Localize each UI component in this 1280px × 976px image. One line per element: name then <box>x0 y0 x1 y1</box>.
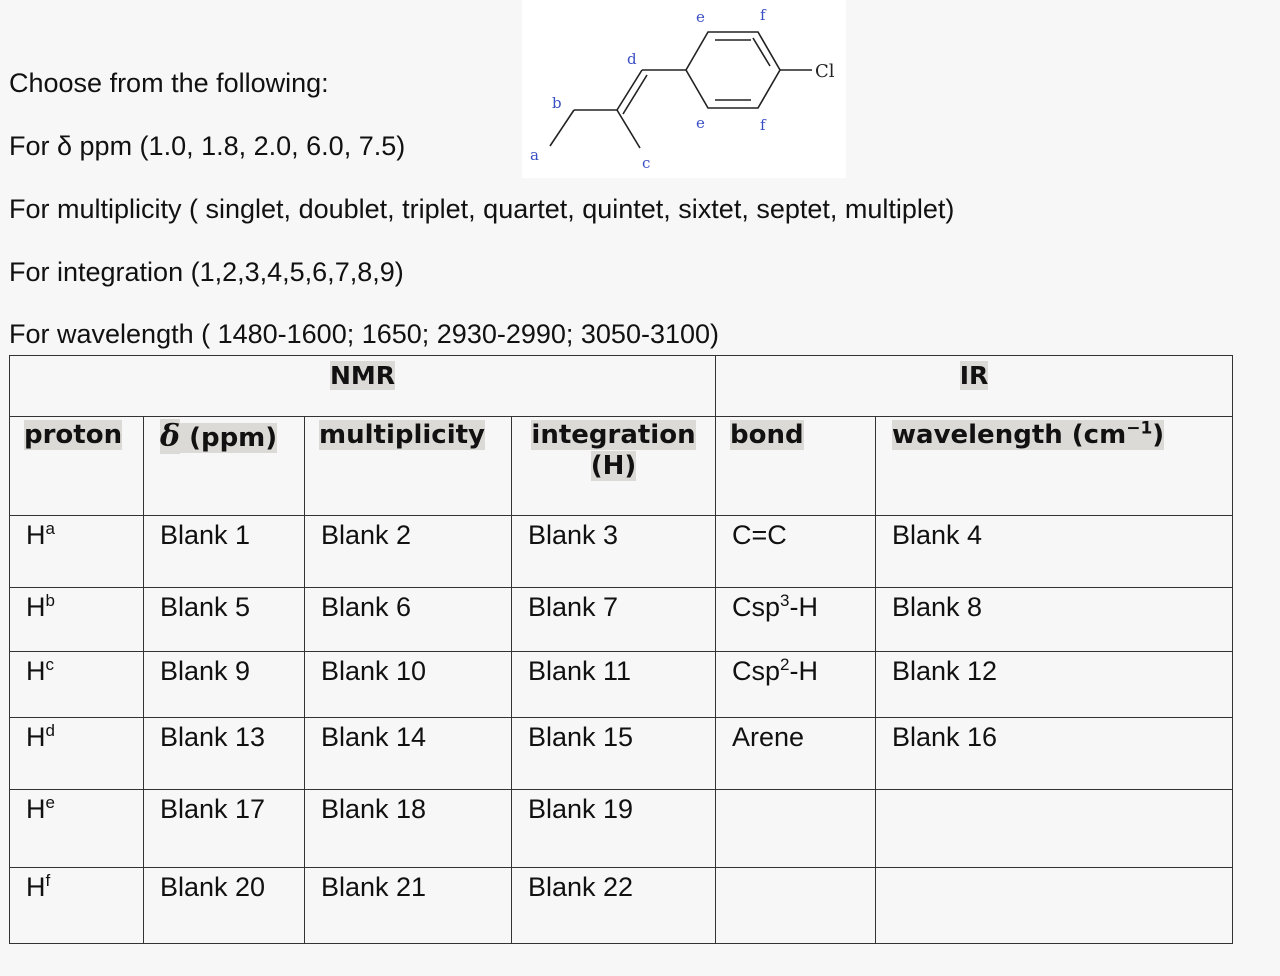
col-header-proton <box>10 417 144 516</box>
bond-cell <box>716 588 876 652</box>
shift-header-label <box>160 419 278 454</box>
integration-options: For integration (1,2,3,4,5,6,7,8,9) <box>9 257 404 287</box>
wavelength-text: wavelength (cm <box>892 420 1127 450</box>
integration-unit: (H) <box>590 451 637 481</box>
wavelength-cell: Blank 12 <box>876 652 1233 718</box>
shift-cell: Blank 17 <box>144 790 305 868</box>
bond-sup: 2 <box>780 655 790 674</box>
bond-header-label: bond <box>730 420 804 450</box>
integration-cell: Blank 7 <box>512 588 716 652</box>
multiplicity-cell: Blank 10 <box>305 652 512 718</box>
bond-sup: 3 <box>780 591 790 610</box>
nmr-header-label: NMR <box>329 361 396 390</box>
shift-cell: Blank 9 <box>144 652 305 718</box>
ir-header-label: IR <box>959 361 989 390</box>
wavelength-options: For wavelength ( 1480-1600; 1650; 2930-2990; 3050-3100) <box>9 319 720 349</box>
proton-h: H <box>26 794 46 824</box>
molecule-chlorine: Cl <box>815 61 835 82</box>
shift-cell: Blank 5 <box>144 588 305 652</box>
wavelength-close: ) <box>1152 420 1165 450</box>
proton-sup: a <box>45 519 55 538</box>
table-row <box>10 588 1233 652</box>
molecule-label-f-bottom: f <box>760 116 766 134</box>
proton-cell <box>10 718 144 790</box>
molecule-label-a: a <box>530 146 539 164</box>
proton-cell <box>10 790 144 868</box>
bond-text: Arene <box>732 722 805 752</box>
instructions-heading: Choose from the following: <box>9 68 329 98</box>
molecule-bonds <box>550 32 812 148</box>
proton-header-label: proton <box>24 420 123 450</box>
shift-cell: Blank 13 <box>144 718 305 790</box>
table-row <box>10 516 1233 588</box>
integration-cell: Blank 19 <box>512 790 716 868</box>
integration-header-label: integration <box>531 420 696 450</box>
bond-tail: -H <box>789 656 818 686</box>
molecule-label-c: c <box>642 154 651 172</box>
multiplicity-cell: Blank 2 <box>305 516 512 588</box>
col-header-integration <box>512 417 716 516</box>
bond-text: C=C <box>732 520 787 550</box>
proton-sup: d <box>45 721 55 740</box>
bond-tail: -H <box>789 592 818 622</box>
nmr-ir-table <box>9 355 1233 944</box>
nmr-group-header <box>10 356 716 417</box>
shift-cell: Blank 20 <box>144 868 305 944</box>
proton-h: H <box>26 656 46 686</box>
proton-cell <box>10 588 144 652</box>
table-row <box>10 652 1233 718</box>
bond-text: Csp <box>732 592 781 622</box>
proton-sup: b <box>45 591 55 610</box>
bond-text: Csp <box>732 656 781 686</box>
multiplicity-cell: Blank 14 <box>305 718 512 790</box>
molecule-label-e-bottom: e <box>696 114 705 132</box>
table-row <box>10 868 1233 944</box>
integration-cell: Blank 22 <box>512 868 716 944</box>
multiplicity-cell: Blank 18 <box>305 790 512 868</box>
proton-cell <box>10 516 144 588</box>
col-header-shift <box>144 417 305 516</box>
bond-cell <box>716 868 876 944</box>
wavelength-cell: Blank 16 <box>876 718 1233 790</box>
col-header-multiplicity <box>305 417 512 516</box>
wavelength-cell: Blank 4 <box>876 516 1233 588</box>
bond-cell <box>716 652 876 718</box>
proton-sup: f <box>45 871 51 890</box>
wavelength-cell <box>876 790 1233 868</box>
bond-cell <box>716 718 876 790</box>
delta-symbol: δ <box>160 419 181 454</box>
wavelength-header-label <box>892 420 1164 450</box>
wavelength-cell <box>876 868 1233 944</box>
integration-cell: Blank 11 <box>512 652 716 718</box>
bond-cell <box>716 516 876 588</box>
proton-h: H <box>26 520 46 550</box>
proton-h: H <box>26 872 46 902</box>
molecule-label-b: b <box>552 94 562 112</box>
bond-cell <box>716 790 876 868</box>
table-row <box>10 718 1233 790</box>
integration-cell: Blank 15 <box>512 718 716 790</box>
multiplicity-options: For multiplicity ( singlet, doublet, triplet, quartet, quintet, sixtet, septet, multiplet) <box>9 194 955 224</box>
col-header-wavelength <box>876 417 1233 516</box>
integration-cell: Blank 3 <box>512 516 716 588</box>
proton-h: H <box>26 722 46 752</box>
col-header-bond <box>716 417 876 516</box>
molecule-structure <box>522 0 846 178</box>
multiplicity-cell: Blank 21 <box>305 868 512 944</box>
wavelength-cell: Blank 8 <box>876 588 1233 652</box>
shift-cell: Blank 1 <box>144 516 305 588</box>
proton-h: H <box>26 592 46 622</box>
molecule-label-f-top: f <box>760 6 766 24</box>
ir-group-header <box>716 356 1233 417</box>
molecule-label-d: d <box>627 50 637 68</box>
shift-unit: (ppm) <box>189 423 278 453</box>
wavelength-sup: −1 <box>1126 418 1153 439</box>
multiplicity-header-label: multiplicity <box>319 420 485 450</box>
ppm-options: For δ ppm (1.0, 1.8, 2.0, 6.0, 7.5) <box>9 131 406 161</box>
molecule-label-e-top: e <box>696 8 705 26</box>
proton-sup: c <box>45 655 54 674</box>
proton-cell <box>10 652 144 718</box>
table-row <box>10 790 1233 868</box>
proton-cell <box>10 868 144 944</box>
multiplicity-cell: Blank 6 <box>305 588 512 652</box>
proton-sup: e <box>45 793 55 812</box>
